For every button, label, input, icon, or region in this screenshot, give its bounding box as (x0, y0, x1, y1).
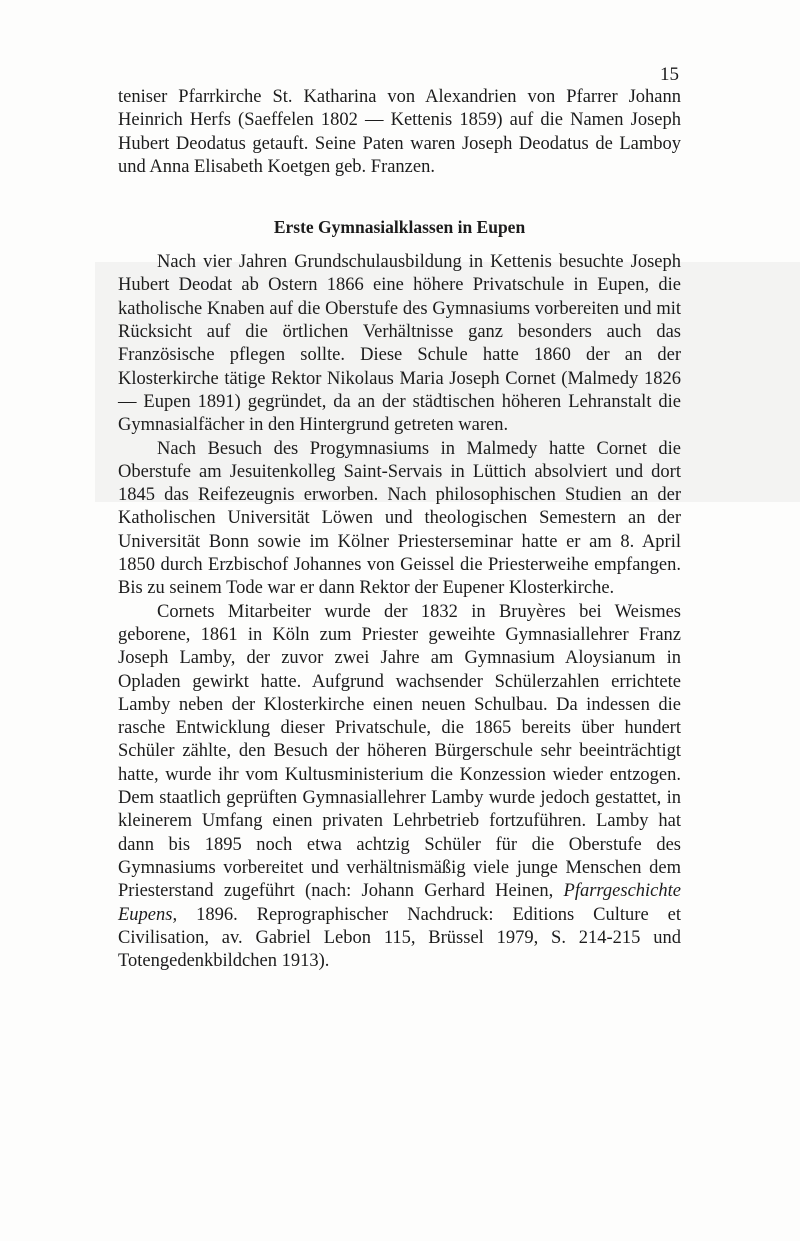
paragraph-schooling: Nach vier Jahren Grundschulausbildung in Kettenis besuchte Joseph Hubert Deodat ab Ostern 1866 eine höhere Privatschule in Eupen, die katholische Knaben auf die Oberstufe des Gymnasiums vorbereiten und mit Rücksicht auf die örtlichen Verhältnisse ganz besonders auch das Französische pflegen sollte. Diese Schule hatte 1860 der an der Klosterkirche tätige Rektor Nikolaus Maria Joseph Cornet (Malmedy 1826 — Eupen 1891) gegründet, da an der städtischen höheren Lehranstalt die Gymnasialfächer in den Hintergrund getreten waren. (118, 252, 681, 436)
section-heading: Erste Gymnasialklassen in Eupen (273, 217, 526, 238)
book-title-reference: Pfarrgeschichte Eupens, (118, 881, 681, 925)
paragraph-cornet: Nach Besuch des Progymnasiums in Malmedy hatte Cornet die Oberstufe am Jesuitenkolleg Saint-Servais in Lüttich absolviert und dort 1845 das Reifezeugnis erworben. Nach philosophischen Studien an der Katholischen Universität Löwen und theologischen Semestern an der Universität Bonn sowie im Kölner Priesterseminar hatte er am 8. April 1850 durch Erzbischof Johannes von Geissel die Priesterweihe empfangen. Bis zu seinem Tode war er dann Rektor der Eupener Klosterkirche. (118, 438, 681, 599)
paragraph-lamby (118, 601, 681, 974)
paragraph-lamby-text: Cornets Mitarbeiter wurde der 1832 in Bruyères bei Weismes geborene, 1861 in Köln zum Priester geweihte Gymnasiallehrer Franz Joseph Lamby, der zuvor zwei Jahre am Gymnasium Aloysianum in Opladen gewirkt hatte. Aufgrund wachsender Schülerzahlen errichtete Lamby neben der Klosterkirche einen neuen Schulbau. Da indessen die rasche Entwicklung dieser Privatschule, die 1865 bereits über hundert Schüler zählte, den Besuch der höheren Bürgerschule sehr beeinträchtigt hatte, wurde ihr vom Kultusministerium die Konzession wieder entzogen. Dem staatlich geprüften Gymnasiallehrer Lamby wurde jedoch gestattet, in kleinerem Umfang einen privaten Lehrbetrieb fortzuführen. Lamby hat dann bis 1895 noch etwa achtzig Schüler für die Oberstufe des Gymnasiums vorbereitet und verhältnismäßig viele junge Menschen dem Priesterstand zugeführt (nach: Johann Gerhard Heinen, (118, 601, 681, 902)
paragraph-lamby-tail: 1896. Reprographischer Nachdruck: Editions Culture et Civilisation, av. Gabriel Lebon 115, Brüssel 1979, S. 214-215 und Totengedenkbildchen 1913). (118, 904, 681, 972)
text-column (118, 86, 681, 973)
page-number: 15 (660, 64, 679, 85)
paragraph-continuation: teniser Pfarrkirche St. Katharina von Alexandrien von Pfarrer Johann Heinrich Herfs (Saeffelen 1802 — Kettenis 1859) auf die Namen Joseph Hubert Deodatus getauft. Seine Paten waren Joseph Deodatus de Lamboy und Anna Elisabeth Koetgen geb. Franzen. (118, 87, 681, 177)
